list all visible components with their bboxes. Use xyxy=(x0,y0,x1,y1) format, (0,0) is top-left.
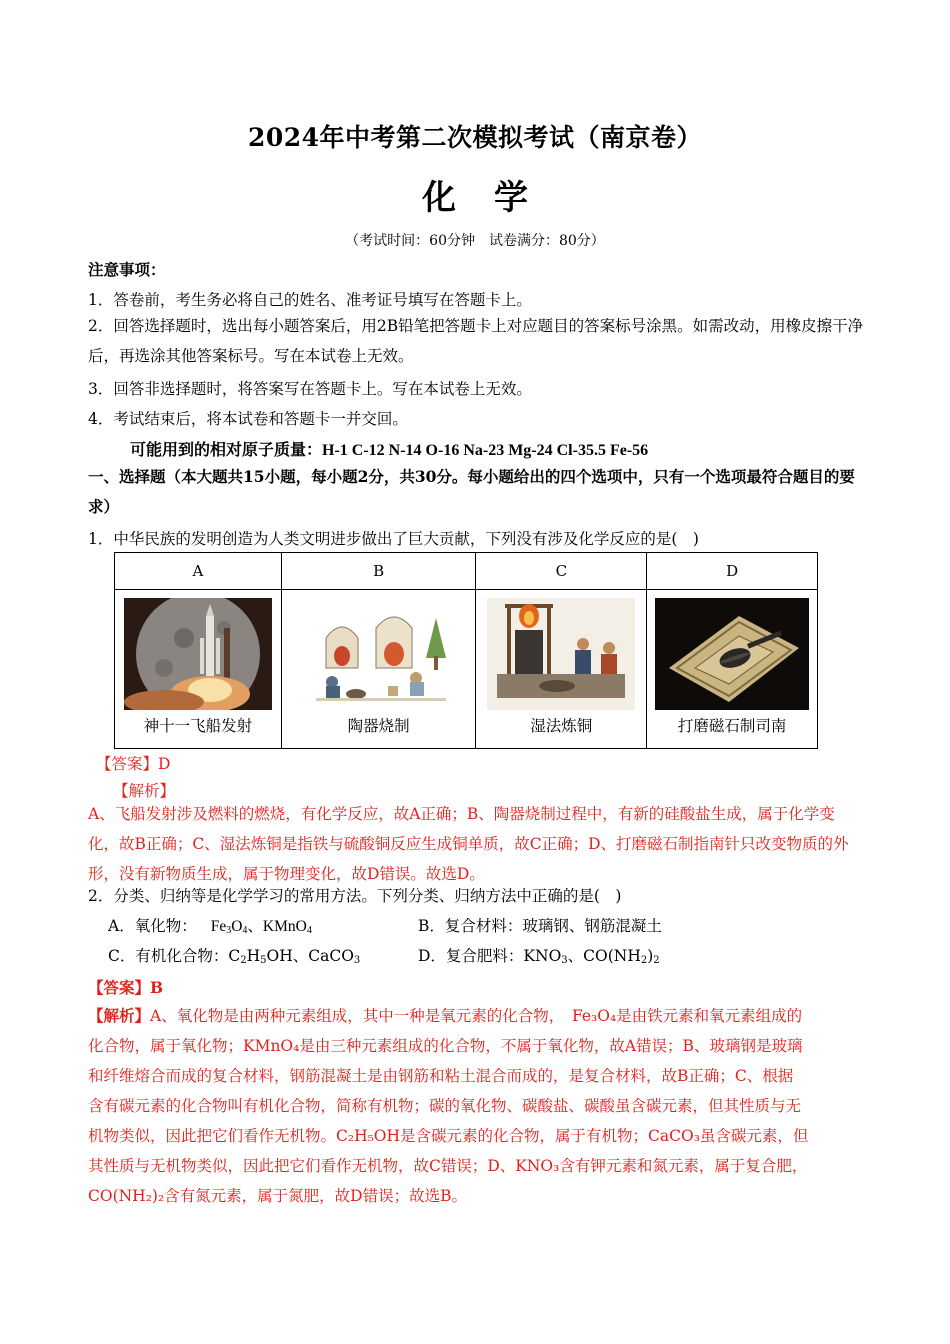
q2-c-f1: H xyxy=(246,947,261,965)
notes-heading: 注意事项： xyxy=(88,260,166,279)
q1-analysis-label: 【解析】 xyxy=(113,782,176,800)
rocket-launch-image xyxy=(124,598,272,710)
q2-analysis-line-1: A、氧化物是由两种元素组成，其中一种是氧元素的化合物， Fe₃O₄是由铁元素和氧元素组成的 xyxy=(150,1007,803,1025)
q2-analysis-label: 【解析】 xyxy=(88,1006,151,1025)
q2-a-f1: Fe xyxy=(210,918,227,935)
q2-option-a xyxy=(108,914,312,936)
q2-analysis-line-2: 化合物，属于氧化物；KMnO₄是由三种元素组成的化合物，不属于氧化物，故A错误；B、玻璃钢是玻璃 xyxy=(88,1037,803,1055)
q2-d-s1: 3 xyxy=(561,955,568,966)
q2-d-f1: 、CO(NH xyxy=(567,947,641,965)
q2-d-s3: 2 xyxy=(653,955,660,966)
note-item-1: 1．答卷前，考生务必将自己的姓名、准考证号填写在答题卡上。 xyxy=(88,291,532,309)
q2-analysis-line-7: CO(NH₂)₂含有氮元素，属于氮肥，故D错误；故选B。 xyxy=(88,1187,467,1205)
q1-cell-a xyxy=(115,590,282,749)
q2-analysis-line-4: 含有碳元素的化合物叫有机化合物，简称有机物；碳的氧化物、碳酸盐、碳酸虽含碳元素，但其性质与无 xyxy=(88,1097,802,1115)
q1-cell-c xyxy=(476,590,647,749)
q2-d-f2: ) xyxy=(647,947,654,965)
note-item-4: 4．考试结束后，将本试卷和答题卡一并交回。 xyxy=(88,410,408,428)
q2-a-f2: O xyxy=(231,918,243,935)
q1-cell-b xyxy=(281,590,476,749)
q2-c-f2: OH、CaCO xyxy=(266,947,354,965)
exam-info: （考试时间：60分钟 试卷满分：80分） xyxy=(345,233,605,249)
q1-col-a: A xyxy=(115,553,282,590)
q1-col-b: B xyxy=(281,553,476,590)
q1-caption-b: 陶器烧制 xyxy=(347,717,410,735)
q2-analysis-line-5: 机物类似，因此把它们看作无机物。C₂H₅OH是含碳元素的化合物，属于有机物；CaCO₃虽含碳元素，但 xyxy=(88,1127,809,1145)
section-heading: 一、选择题（本大题共15小题，每小题2分，共30分。每小题给出的四个选项中，只有一个选项最符合题目的要求） xyxy=(88,467,855,516)
q2-a-f3: 、KMnO xyxy=(247,918,307,935)
q2-option-c-label: C．有机化合物：C xyxy=(108,947,241,965)
sinan-compass-image xyxy=(655,598,809,710)
q2-analysis-line-3: 和纤维熔合而成的复合材料，钢筋混凝土是由钢筋和粘土混合而成的，是复合材料，故B正确；C、根据 xyxy=(88,1067,794,1085)
q1-caption-d: 打磨磁石制司南 xyxy=(677,717,787,735)
q2-option-d-label: D．复合肥料：KNO xyxy=(418,947,562,965)
q2-answer: 【答案】B xyxy=(88,978,164,997)
q1-caption-c: 湿法炼铜 xyxy=(530,717,593,735)
q2-a-s2: 4 xyxy=(242,925,248,936)
wet-copper-smelting-image xyxy=(487,598,635,710)
q1-options-table xyxy=(114,552,818,749)
q1-stem: 1．中华民族的发明创造为人类文明进步做出了巨大贡献，下列没有涉及化学反应的是( ) xyxy=(88,530,699,548)
q1-analysis: A、飞船发射涉及燃料的燃烧，有化学反应，故A正确；B、陶器烧制过程中，有新的硅酸盐生成，属于化学变化，故B正确；C、湿法炼铜是指铁与硫酸铜反应生成铜单质，故C正确；D、打磨磁石制指南针只改变物质的外形，没有新物质生成，属于物理变化，故D错误。故选D。 xyxy=(88,805,849,883)
note-item-3: 3．回答非选择题时，将答案写在答题卡上。写在本试卷上无效。 xyxy=(88,380,532,398)
q2-c-s2: 5 xyxy=(260,955,267,966)
q2-a-s3: 4 xyxy=(306,925,312,936)
q1-caption-a: 神十一飞船发射 xyxy=(143,717,253,735)
q2-analysis-line-6: 其性质与无机物类似，因此把它们看作无机物，故C错误；D、KNO₃含有钾元素和氮元素，属于复合肥， xyxy=(88,1157,808,1175)
q2-option-c xyxy=(108,944,360,966)
q2-option-d xyxy=(418,944,660,966)
q2-c-s3: 3 xyxy=(353,955,361,966)
pottery-firing-image xyxy=(296,598,462,710)
q2-a-s1: 3 xyxy=(226,925,232,936)
exam-title: 2024年中考第二次模拟考试（南京卷） xyxy=(247,123,703,152)
q2-c-s1: 2 xyxy=(240,955,247,966)
q2-analysis xyxy=(88,1001,864,1211)
q2-stem: 2．分类、归纳等是化学学习的常用方法。下列分类、归纳方法中正确的是( ) xyxy=(88,887,622,905)
q1-col-c: C xyxy=(476,553,647,590)
q2-option-b: B．复合材料：玻璃钢、钢筋混凝土 xyxy=(418,917,662,935)
note-item-2: 2．回答选择题时，选出每小题答案后，用2B铅笔把答题卡上对应题目的答案标号涂黑。如需改动，用橡皮擦干净后，再选涂其他答案标号。写在本试卷上无效。 xyxy=(88,317,864,365)
q2-d-s2: 2 xyxy=(640,955,648,966)
atomic-masses: 可能用到的相对原子质量：H-1 C-12 N-14 O-16 Na-23 Mg-24 Cl-35.5 Fe-56 xyxy=(130,442,649,459)
q1-answer: 【答案】D xyxy=(96,755,171,773)
q1-cell-d xyxy=(647,590,818,749)
subject-title: 化学 xyxy=(422,178,566,218)
q2-option-a-label: A．氧化物： xyxy=(108,917,197,935)
q1-col-d: D xyxy=(647,553,818,590)
